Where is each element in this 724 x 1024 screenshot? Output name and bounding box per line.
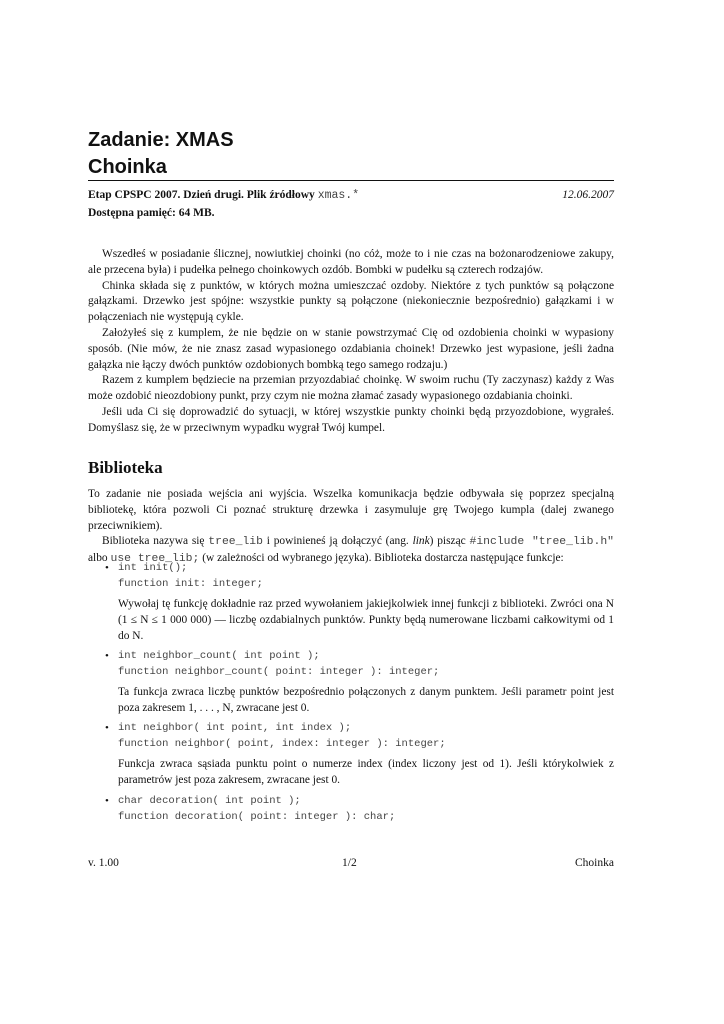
function-description: Funkcja zwraca sąsiada punktu point o numerze index (index liczony jest od 1). Jeśli którykolwiek z parametrów jest poza zakresem, zwracane jest 0.	[118, 758, 614, 786]
intro-text	[88, 247, 614, 437]
meta-date: 12.06.2007	[562, 189, 614, 201]
library-text	[88, 487, 614, 568]
footer-page-number: 1/2	[342, 857, 357, 869]
meta-memory: Dostępna pamięć: 64 MB.	[88, 207, 215, 219]
pascal-signature: function decoration( point: integer ): char;	[118, 811, 396, 823]
bullet-icon: •	[105, 722, 109, 734]
lib-name: tree_lib	[208, 536, 263, 549]
bullet-icon: •	[105, 795, 109, 807]
c-signature: int init();	[118, 562, 188, 574]
pascal-signature: function init: integer;	[118, 578, 263, 590]
pascal-signature: function neighbor_count( point: integer ): integer;	[118, 666, 440, 678]
task-title: Zadanie: XMAS	[88, 129, 234, 151]
include-directive: #include "tree_lib.h"	[469, 536, 614, 549]
intro-paragraph: Chinka składa się z punktów, w których można umieszczać ozdoby. Niektóre z tych punktów są połączone gałązkami. Drzewko jest spójne: wszystkie punkty są połączone (niekoniecznie bezpośrednio) gałązkami i w połączeniach nie występują cykle.	[88, 279, 614, 324]
meta-source-file: xmas.*	[317, 189, 360, 202]
task-meta	[88, 186, 614, 219]
meta-stage: Etap CPSPC 2007. Dzień drugi. Plik źródłowy	[88, 189, 315, 201]
header-rule	[88, 180, 614, 181]
pascal-signature: function neighbor( point, index: integer ): integer;	[118, 738, 446, 750]
section-heading-library: Biblioteka	[88, 458, 163, 477]
intro-paragraph: Jeśli uda Ci się doprowadzić do sytuacji, w której wszystkie punkty choinki będą przyozdobione, wygrałeś. Domyślasz się, że w przeciwnym wypadku wygrał Twój kumpel.	[88, 405, 614, 434]
bullet-icon: •	[105, 562, 109, 574]
c-signature: int neighbor_count( int point );	[118, 650, 320, 662]
footer-version: v. 1.00	[88, 857, 119, 869]
intro-paragraph: Założyłeś się z kumplem, że nie będzie on w stanie powstrzymać Cię od ozdobienia choinki w wypasiony sposób. (Nie mów, że nie znasz zasad wypasionego ozdabiania choinek! Drzewko jest wypasione, jeśli żadna gałązka nie łączy dwóch punktów ozdobionych bombką tego samego rodzaju.)	[88, 326, 614, 371]
c-signature: int neighbor( int point, int index );	[118, 722, 352, 734]
footer-task-name: Choinka	[575, 857, 614, 869]
task-subtitle: Choinka	[88, 156, 167, 178]
library-paragraph: To zadanie nie posiada wejścia ani wyjścia. Wszelka komunikacja będzie odbywała się poprzez specjalną bibliotekę, która pozwoli Ci poznać strukturę drzewka i zasymuluje grę Twojego kumpla (dalej zwanego przeciwnikiem).	[88, 488, 614, 532]
intro-paragraph: Wszedłeś w posiadanie ślicznej, nowiutkiej choinki (no cóż, może to i nie czas na bożonarodzeniowe zakupy, ale przecena była) i pudełka pełnego choinkowych ozdób. Bombki w pudełku są czterech rodzajów.	[88, 248, 614, 276]
intro-paragraph: Razem z kumplem będziecie na przemian przyozdabiać choinkę. W swoim ruchu (Ty zaczynasz) każdy z Was może ozdobić nieozdobiony punkt, przy czym nie można złamać zasady wypasionego ozdabiania choinki.	[88, 374, 614, 403]
bullet-icon: •	[105, 650, 109, 662]
function-description: Wywołaj tę funkcję dokładnie raz przed wywołaniem jakiejkolwiek innej funkcji z biblioteki. Zwróci ona N (1 ≤ N ≤ 1 000 000) — liczbę ozdabialnych punktów. Punkty będą numerowane liczbami całkowitymi od 1 do N.	[118, 598, 614, 642]
use-directive: use tree_lib;	[110, 553, 200, 566]
c-signature: char decoration( int point );	[118, 795, 301, 807]
function-description: Ta funkcja zwraca liczbę punktów bezpośrednio połączonych z danym punktem. Jeśli parametr point jest poza zakresem 1, . . . , N, zwracane jest 0.	[118, 686, 614, 714]
library-paragraph: Biblioteka nazywa się tree_lib i powinieneś ją dołączyć (ang. link) pisząc #include "tree_lib.h" albo use tree_lib; (w zależności od wybranego języka). Biblioteka dostarcza następujące funkcje:	[88, 535, 614, 566]
